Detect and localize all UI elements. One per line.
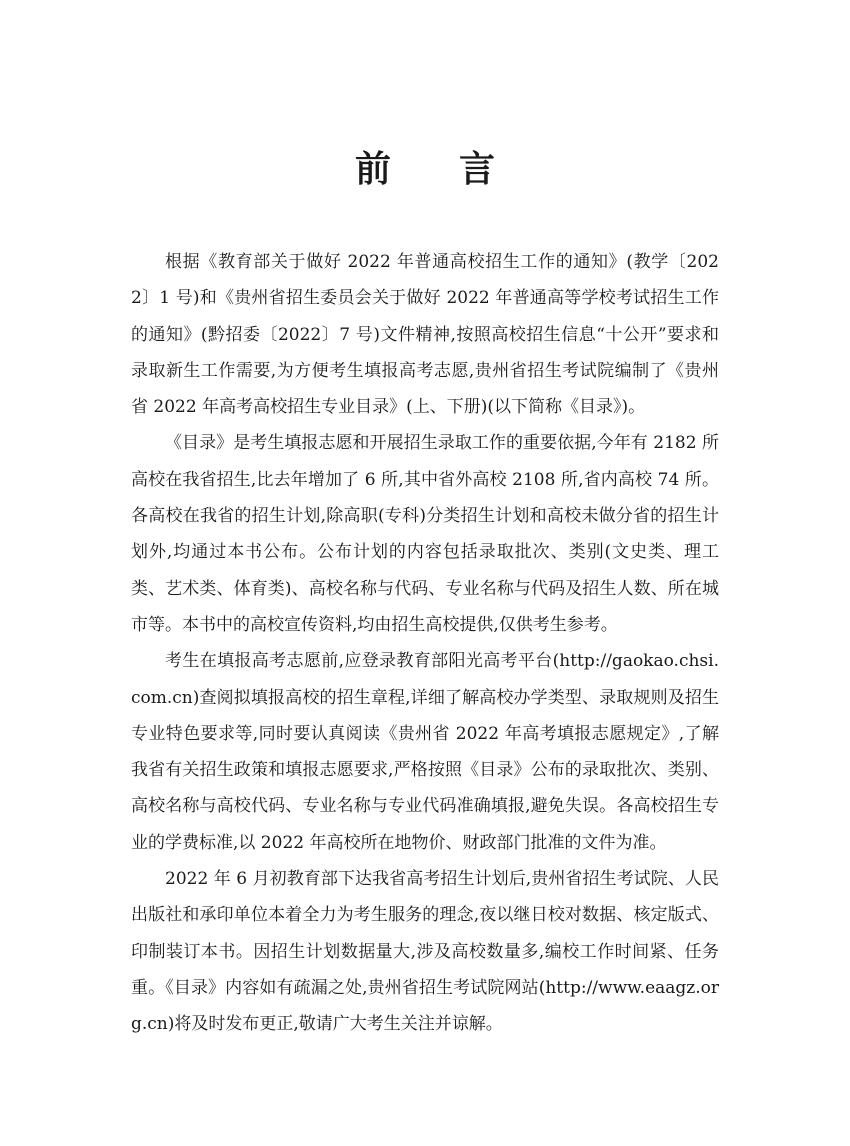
paragraph-2: 《目录》是考生填报志愿和开展招生录取工作的重要依据,今年有 2182 所高校在我省招生,比去年增加了 6 所,其中省外高校 2108 所,省内高校 74 所。各高校在我省的招生计划,除高职(专科)分类招生计划和高校未做分省的招生计划外,均通过本书公布。公布计划的内容包括录取批次、类别(文史类、理工类、艺术类、体育类)、高校名称与代码、专业名称与代码及招生人数、所在城市等。本书中的高校宣传资料,均由招生高校提供,仅供考生参考。 xyxy=(131,433,719,635)
paragraph-1: 根据《教育部关于做好 2022 年普通高校招生工作的通知》(教学〔2022〕1 号)和《贵州省招生委员会关于做好 2022 年普通高等学校考试招生工作的通知》(黔招委〔2022〕7 号)文件精神,按照高校招生信息“十公开”要求和录取新生工作需要,为方便考生填报高考志愿,贵州省招生考试院编制了《贵州省 2022 年高考高校招生专业目录》(上、下册)(以下简称《目录》)。 xyxy=(131,252,719,418)
document-body xyxy=(131,244,719,1043)
paragraph-3: 考生在填报高考志愿前,应登录教育部阳光高考平台(http://gaokao.chsi.com.cn)查阅拟填报高校的招生章程,详细了解高校办学类型、录取规则及招生专业特色要求等,同时要认真阅读《贵州省 2022 年高考填报志愿规定》,了解我省有关招生政策和填报志愿要求,严格按照《目录》公布的录取批次、类别、高校名称与高校代码、专业名称与专业代码准确填报,避免失误。各高校招生专业的学费标准,以 2022 年高校所在地物价、财政部门批准的文件为准。 xyxy=(131,651,719,853)
page-title: 前言 xyxy=(354,149,563,191)
paragraph-4: 2022 年 6 月初教育部下达我省高考招生计划后,贵州省招生考试院、人民出版社和承印单位本着全力为考生服务的理念,夜以继日校对数据、核定版式、印制装订本书。因招生计划数据量大,涉及高校数量多,编校工作时间紧、任务重。《目录》内容如有疏漏之处,贵州省招生考试院网站(http://www.eaagz.org.cn)将及时发布更正,敬请广大考生关注并谅解。 xyxy=(131,869,719,1035)
